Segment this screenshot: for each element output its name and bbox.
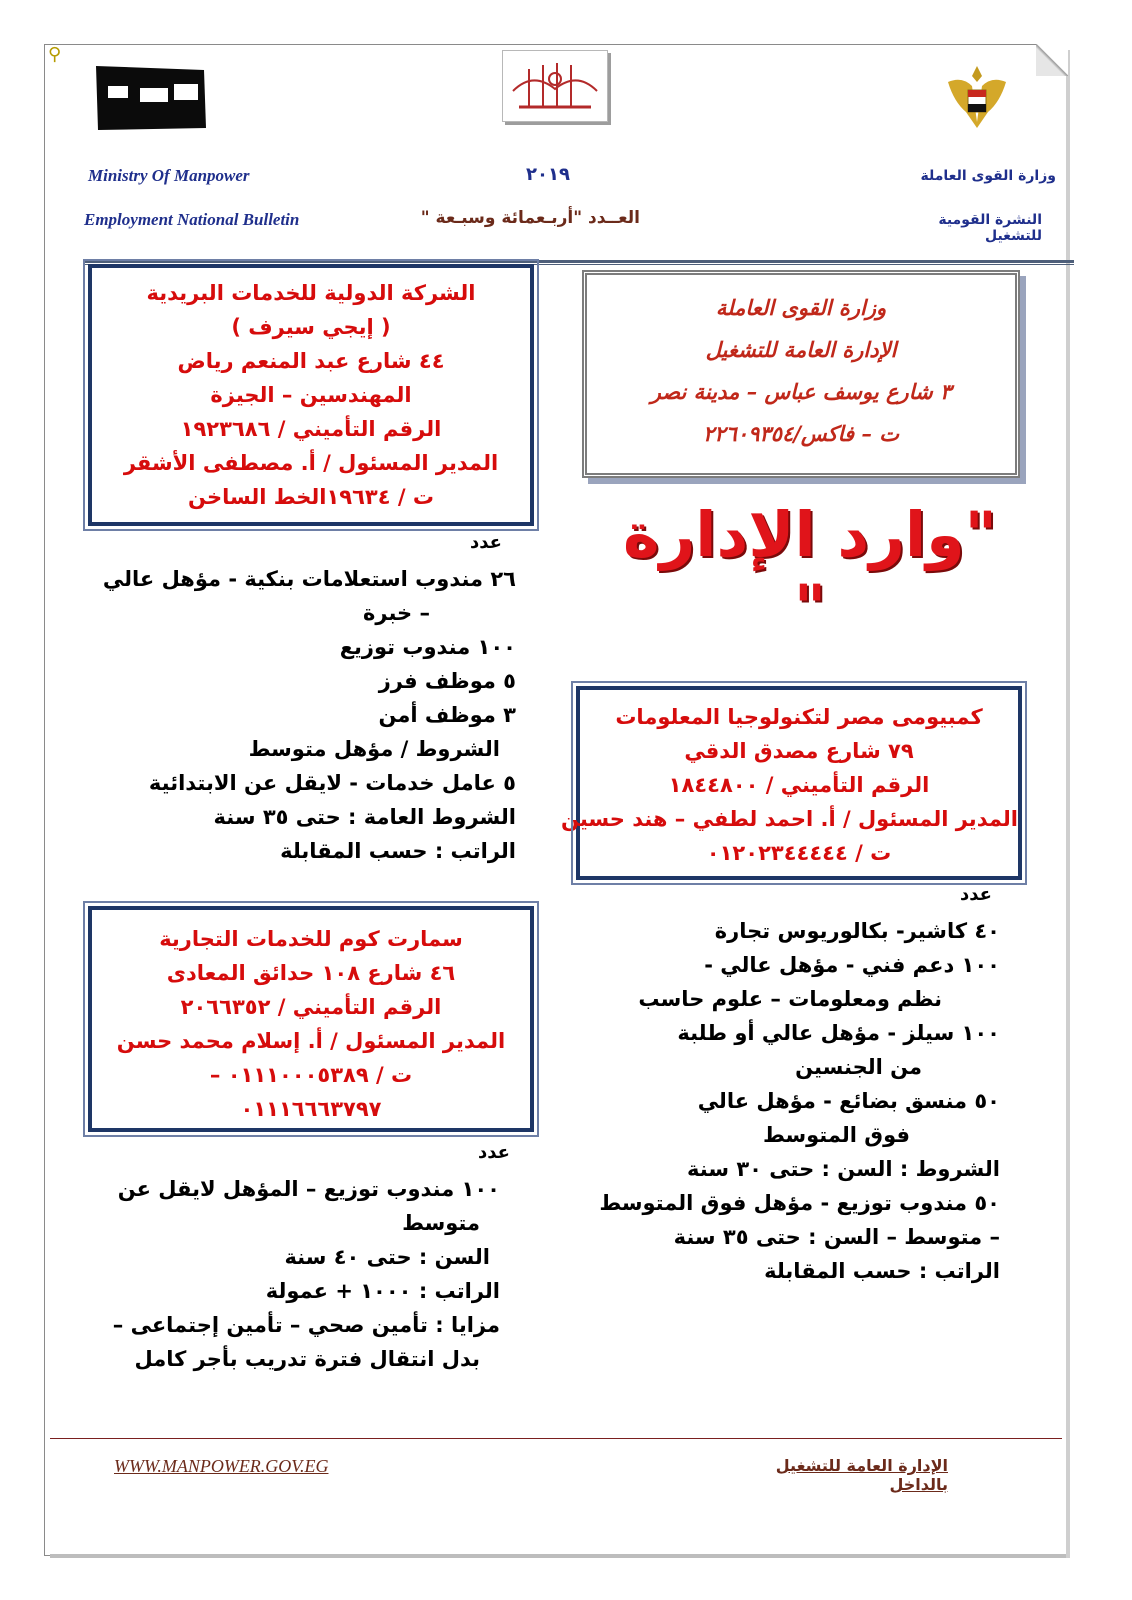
bulletin-logo	[502, 50, 608, 122]
section-title: "وارد الإدارة "	[623, 498, 997, 644]
header-divider	[84, 260, 1074, 263]
eagle-emblem-icon	[944, 62, 1010, 132]
page-shadow-right	[1066, 50, 1070, 1558]
company-line: المدير المسئول / أ. احمد لطفي – هند حسين	[560, 807, 1018, 831]
bulletin-name-ar: النشرة القومية للتشغيل	[938, 212, 1042, 244]
company-line: المدير المسئول / أ. مصطفى الأشقر	[123, 451, 499, 475]
company-line: سمارت كوم للخدمات التجارية	[159, 927, 463, 951]
job-list-compumisr	[590, 914, 1000, 1288]
ministry-box-line: ت – فاكس/٢٢٦٠٩٣٥٤	[702, 421, 899, 446]
bulletin-emblem-icon	[503, 51, 607, 121]
job-item: – خبرة	[363, 601, 430, 625]
job-item: ٥ عامل خدمات - لايقل عن الابتدائية	[148, 771, 516, 795]
issue-number: العــدد "أربـعمائة وسبـعة "	[420, 208, 640, 228]
company-box-egyserv	[88, 264, 534, 526]
year: ٢٠١٩	[526, 164, 570, 185]
job-item: من الجنسين	[795, 1055, 922, 1079]
job-item: فوق المتوسط	[762, 1123, 910, 1147]
company-box-compumisr	[560, 686, 1022, 880]
job-item: الشروط العامة : حتى ٣٥ سنة	[213, 805, 516, 829]
footer-divider	[50, 1438, 1062, 1439]
job-item: ١٠٠ سيلز - مؤهل عالي أو طلبة	[677, 1021, 1000, 1045]
ministry-name-ar: وزارة القوى العاملة	[920, 168, 1056, 184]
company-line: ( إيجي سيرف )	[231, 315, 391, 339]
job-item: السن : حتى ٤٠ سنة	[284, 1245, 490, 1269]
job-item: ٥٠ منسق بضائع - مؤهل عالي	[697, 1089, 1000, 1113]
job-list-smartcom	[100, 1172, 500, 1376]
company-line: ت / ٠١١١٠٠٠٥٣٨٩ –	[209, 1063, 413, 1087]
job-item: ٢٦ مندوب استعلامات بنكية - مؤهل عالي	[102, 567, 516, 591]
job-item: متوسط	[402, 1211, 480, 1235]
company-line: الرقم التأميني / ٢٠٦٦٣٥٢	[180, 995, 442, 1019]
company-line: ٧٩ شارع مصدق الدقي	[684, 739, 914, 763]
job-item: ٥٠ مندوب توزيع - مؤهل فوق المتوسط	[599, 1191, 1000, 1215]
company-line: الشركة الدولية للخدمات البريدية	[146, 281, 476, 305]
website-link[interactable]: WWW.MANPOWER.GOV.EG	[114, 1456, 329, 1476]
job-list-egyserv	[100, 562, 516, 868]
ministry-box-line: الإدارة العامة للتشغيل	[705, 337, 897, 362]
company-line: المدير المسئول / أ. إسلام محمد حسن	[116, 1029, 506, 1053]
job-item: ١٠٠ مندوب توزيع	[339, 635, 516, 659]
flag-logo	[94, 64, 208, 132]
company-line: الرقم التأميني / ١٨٤٤٨٠٠	[668, 773, 930, 797]
job-item: الراتب : ١٠٠٠ + عمولة	[265, 1279, 500, 1303]
count-label: عدد	[478, 1142, 510, 1163]
job-item: – متوسط – السن : حتى ٣٥ سنة	[673, 1225, 1000, 1249]
bulletin-name-en: Employment National Bulletin	[84, 210, 300, 229]
company-line: ت / ٠١٢٠٢٣٤٤٤٤٤	[706, 841, 892, 865]
company-line: ٤٤ شارع عبد المنعم رياض	[177, 349, 445, 373]
job-item: الشروط / مؤهل متوسط	[248, 737, 500, 761]
job-item: ٤٠ كاشير- بكالوريوس تجارة	[714, 919, 1000, 943]
ministry-box-line: وزارة القوى العاملة	[715, 295, 887, 320]
pushpin-icon: ⚲	[48, 44, 62, 65]
job-item: الراتب : حسب المقابلة	[280, 839, 516, 863]
job-item: ١٠٠ مندوب توزيع – المؤهل لايقل عن	[117, 1177, 500, 1201]
job-item: نظم ومعلومات – علوم حاسب	[638, 987, 942, 1011]
count-label: عدد	[470, 532, 502, 553]
job-item: الشروط : السن : حتى ٣٠ سنة	[687, 1157, 1000, 1181]
footer-department: الإدارة العامة للتشغيل بالداخل	[775, 1456, 948, 1494]
company-line: ٤٦ شارع ١٠٨ حدائق المعادى	[166, 961, 456, 985]
page-corner-fold	[1036, 44, 1068, 76]
company-line: الرقم التأميني / ١٩٢٣٦٨٦	[180, 417, 442, 441]
job-item: بدل انتقال فترة تدريب بأجر كامل	[134, 1347, 480, 1371]
job-item: الراتب : حسب المقابلة	[764, 1259, 1000, 1283]
company-line: ت / ١٩٦٣٤الخط الساخن	[188, 485, 434, 509]
ministry-box-line: ٣ شارع يوسف عباس – مدينة نصر	[650, 379, 952, 404]
job-item: ٣ موظف أمن	[378, 703, 516, 727]
company-box-smartcom	[88, 906, 534, 1132]
company-line: كمبيومى مصر لتكنولوجيا المعلومات	[615, 705, 983, 729]
job-item: مزايا : تأمين صحي – تأمين إجتماعى –	[112, 1313, 500, 1337]
count-label: عدد	[960, 884, 992, 905]
company-line: المهندسين – الجيزة	[210, 383, 412, 407]
ministry-address-box	[582, 270, 1020, 478]
company-line: ٠١١١٦٦٦٣٧٩٧	[240, 1097, 382, 1121]
job-item: ١٠٠ دعم فني - مؤهل عالي -	[704, 953, 1000, 977]
page-shadow	[50, 1554, 1070, 1558]
ministry-name-en: Ministry Of Manpower	[88, 166, 250, 185]
job-item: ٥ موظف فرز	[378, 669, 516, 693]
